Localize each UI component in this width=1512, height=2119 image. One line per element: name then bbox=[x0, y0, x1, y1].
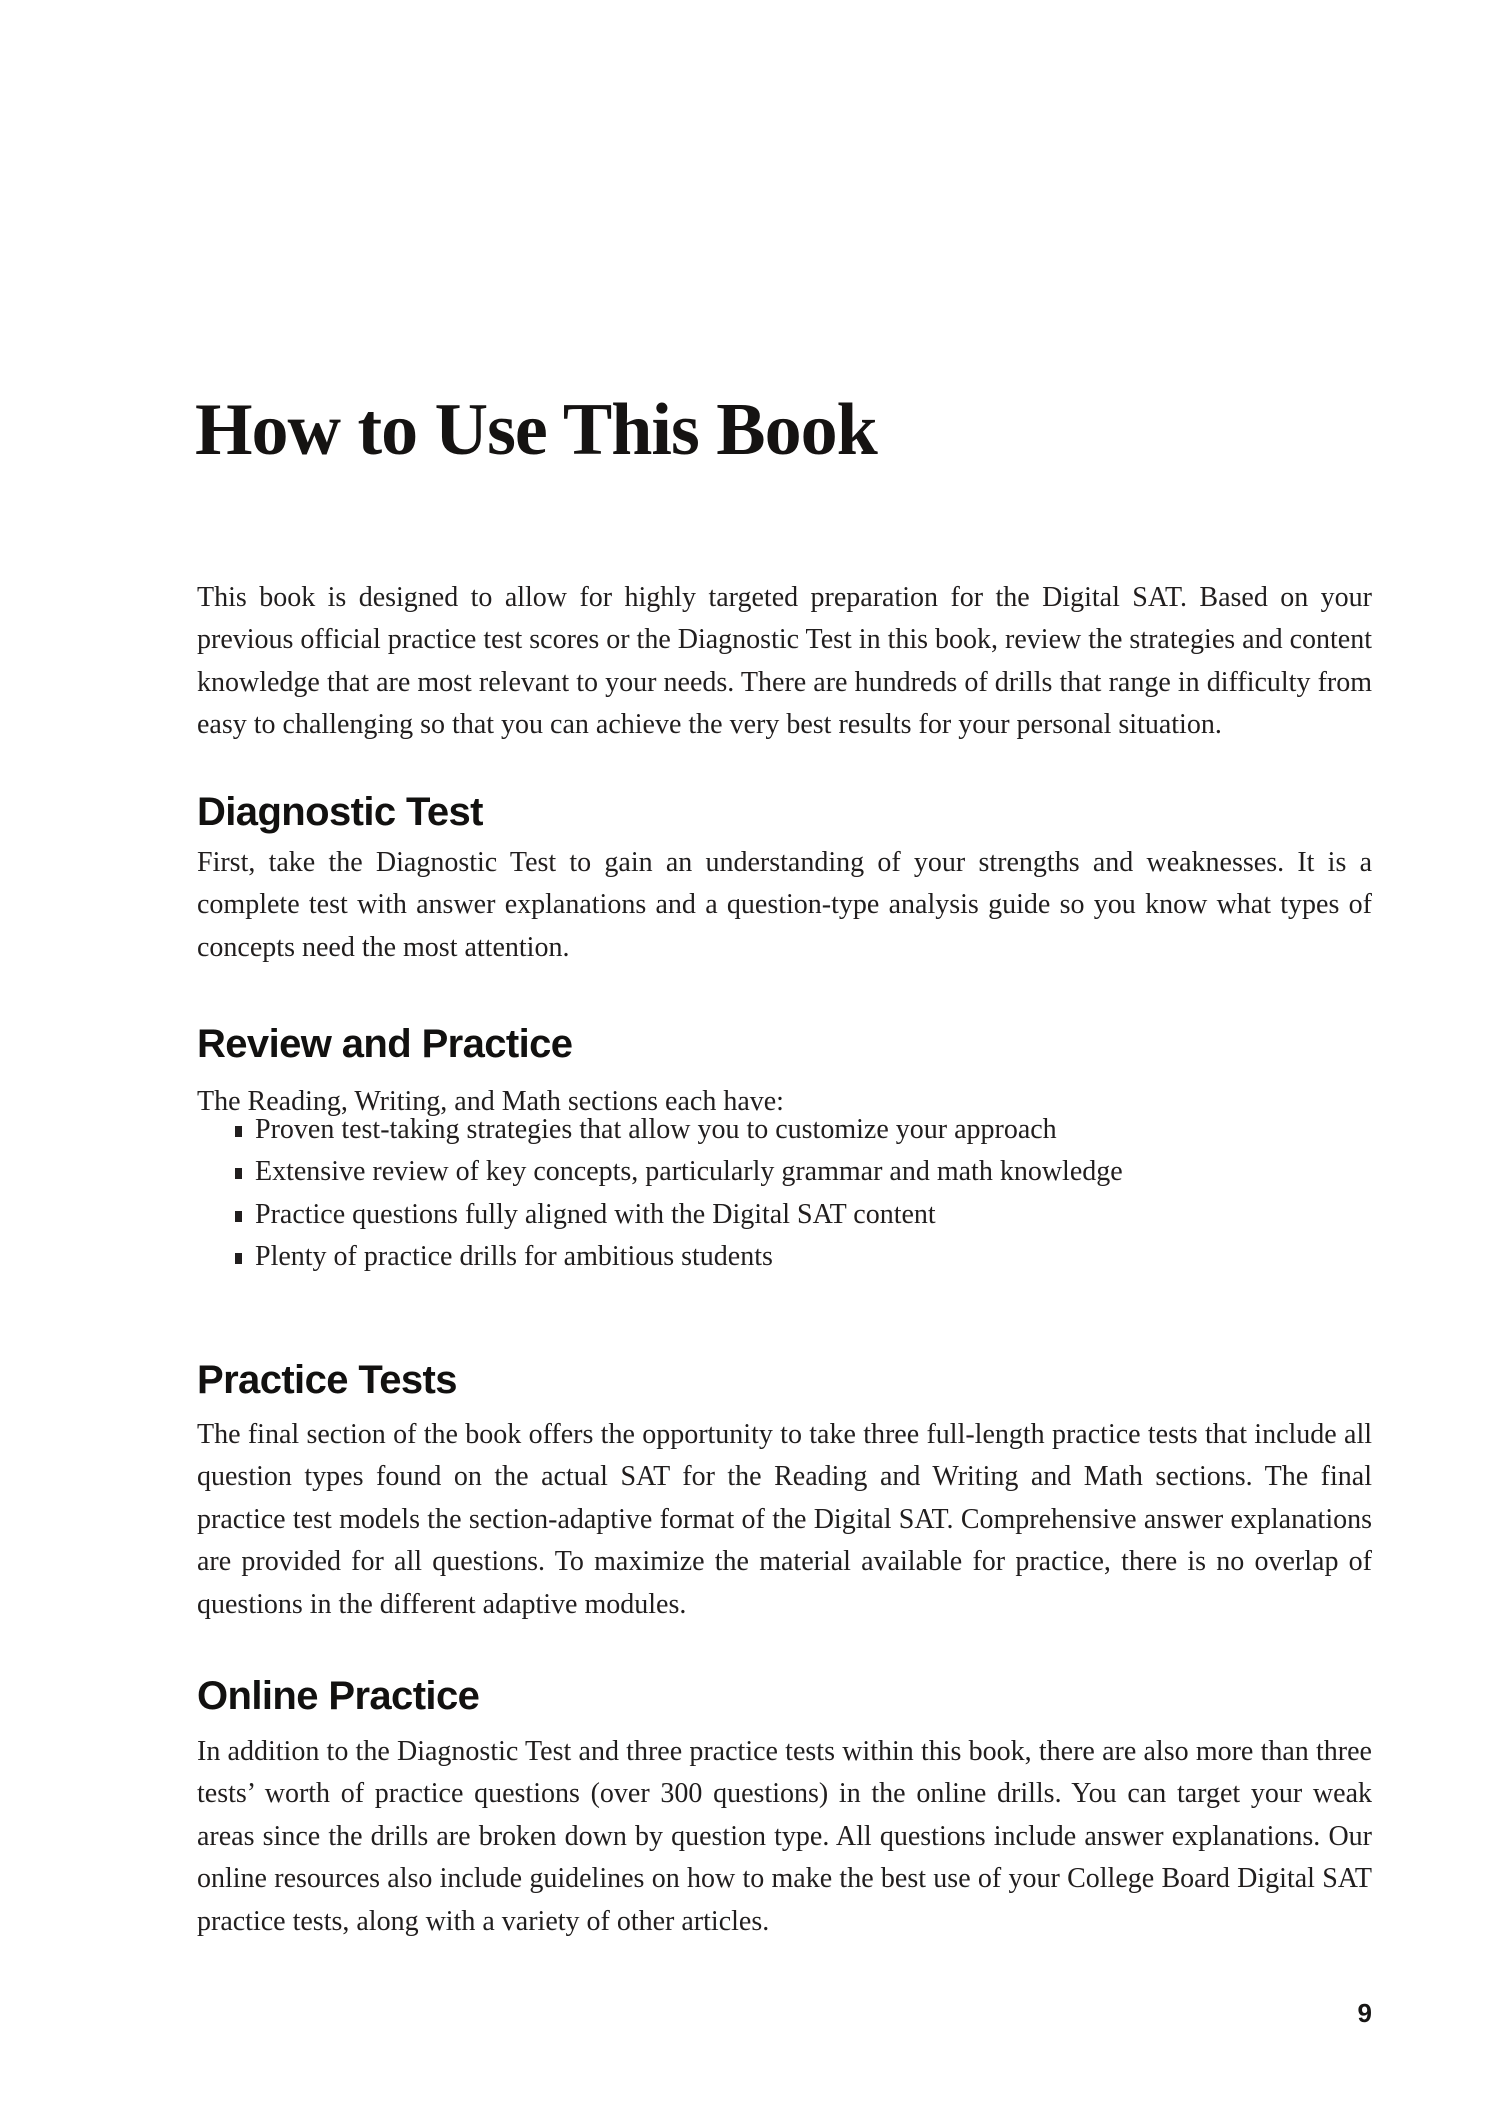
practice-tests-paragraph: The final section of the book offers the opportunity to take three full-length practice tests that include all question types found on the actual SAT for the Reading and Writing and Math sections. The final practice test models the section-adaptive format of the Digital SAT. Comprehensive answer explanations are provided for all questions. To maximize the material available for practice, there is no overlap of questions in the different adaptive modules. bbox=[197, 1419, 1372, 1620]
list-item bbox=[235, 1151, 1375, 1193]
list-item-text: Extensive review of key concepts, particularly grammar and math knowledge bbox=[255, 1156, 1123, 1188]
list-item-text: Practice questions fully aligned with the Digital SAT content bbox=[255, 1198, 936, 1230]
section-heading-online-practice: Online Practice bbox=[197, 1674, 480, 1719]
intro-paragraph: This book is designed to allow for highly targeted preparation for the Digital SAT. Based on your previous official practice test scores or the Diagnostic Test in this book, review the strategies and content knowledge that are most relevant to your needs. There are hundreds of drills that range in difficulty from easy to challenging so that you can achieve the very best results for your personal situation. bbox=[197, 582, 1373, 741]
bullet-square-icon bbox=[235, 1211, 242, 1222]
section-heading-review-and-practice: Review and Practice bbox=[197, 1022, 573, 1067]
bullet-square-icon bbox=[235, 1126, 242, 1137]
list-item bbox=[235, 1236, 1375, 1278]
diagnostic-test-paragraph: First, take the Diagnostic Test to gain an understanding of your strengths and weaknesses. It is a complete test with answer explanations and a question-type analysis guide so you know what types of concepts need the most attention. bbox=[197, 847, 1372, 963]
list-item bbox=[235, 1194, 1375, 1236]
bullet-square-icon bbox=[235, 1253, 242, 1264]
bullet-square-icon bbox=[235, 1168, 242, 1179]
list-item-text: Plenty of practice drills for ambitious students bbox=[255, 1241, 773, 1273]
page-number: 9 bbox=[1357, 1998, 1372, 2028]
review-and-practice-lead: The Reading, Writing, and Math sections each have: bbox=[197, 1086, 784, 1117]
list-item-text: Proven test-taking strategies that allow you to customize your approach bbox=[255, 1114, 1057, 1145]
review-bullet-list bbox=[235, 1109, 1375, 1279]
section-heading-practice-tests: Practice Tests bbox=[197, 1358, 457, 1403]
page-title: How to Use This Book bbox=[195, 388, 877, 471]
online-practice-paragraph: In addition to the Diagnostic Test and three practice tests within this book, there are also more than three tests’ worth of practice questions (over 300 questions) in the online drills. You can target your weak areas since the drills are broken down by question type. All questions include answer explanations. Our online resources also include guidelines on how to make the best use of your College Board Digital SAT practice tests, along with a variety of other articles. bbox=[197, 1736, 1372, 1937]
section-heading-diagnostic-test: Diagnostic Test bbox=[197, 790, 483, 835]
list-item bbox=[235, 1109, 1375, 1151]
